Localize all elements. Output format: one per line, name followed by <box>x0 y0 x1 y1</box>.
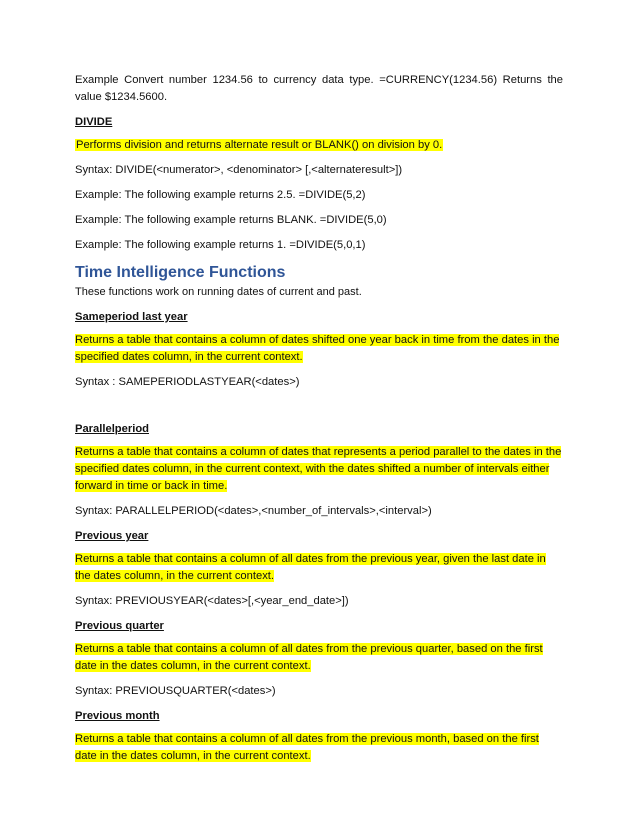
parallelperiod-heading: Parallelperiod <box>75 423 149 435</box>
sameperiod-syntax: Syntax : SAMEPERIODLASTYEAR(<dates>) <box>75 376 300 388</box>
sameperiod-description: Returns a table that contains a column of dates shifted one year back in time from the dates in the specified dates column, in the current context. <box>75 334 560 363</box>
divide-description: Performs division and returns alternate result or BLANK() on division by 0. <box>76 139 443 151</box>
previousquarter-heading: Previous quarter <box>75 620 164 632</box>
previousmonth-description: Returns a table that contains a column of all dates from the previous month, based on the first date in the dates column, in the current context. <box>75 733 539 762</box>
divide-heading: DIVIDE <box>75 116 113 128</box>
previousquarter-description: Returns a table that contains a column of all dates from the previous quarter, based on the first date in the dates column, in the current context. <box>75 643 543 672</box>
sameperiod-heading: Sameperiod last year <box>75 311 188 323</box>
previousmonth-heading: Previous month <box>75 710 160 722</box>
previousyear-heading: Previous year <box>75 530 149 542</box>
currency-example-text: Example Convert number 1234.56 to currency data type. =CURRENCY(1234.56) Returns the value $1234.5600. <box>75 74 563 103</box>
divide-example-3: Example: The following example returns 1. =DIVIDE(5,0,1) <box>75 239 366 251</box>
previousyear-syntax: Syntax: PREVIOUSYEAR(<dates>[,<year_end_date>]) <box>75 595 349 607</box>
time-intelligence-subtitle: These functions work on running dates of current and past. <box>75 286 362 298</box>
previousyear-description: Returns a table that contains a column of all dates from the previous year, given the last date in the dates column, in the current context. <box>75 553 546 582</box>
divide-example-1: Example: The following example returns 2.5. =DIVIDE(5,2) <box>75 189 366 201</box>
document-page <box>75 72 563 773</box>
previousquarter-syntax: Syntax: PREVIOUSQUARTER(<dates>) <box>75 685 276 697</box>
divide-syntax: Syntax: DIVIDE(<numerator>, <denominator> [,<alternateresult>]) <box>75 164 403 176</box>
divide-example-2: Example: The following example returns BLANK. =DIVIDE(5,0) <box>75 214 387 226</box>
time-intelligence-title: Time Intelligence Functions <box>75 264 286 281</box>
parallelperiod-syntax: Syntax: PARALLELPERIOD(<dates>,<number_of_intervals>,<interval>) <box>75 505 432 517</box>
parallelperiod-description: Returns a table that contains a column of dates that represents a period parallel to the dates in the specified dates column, in the current context, with the dates shifted a number of intervals either forward in time or back in time. <box>75 446 562 492</box>
